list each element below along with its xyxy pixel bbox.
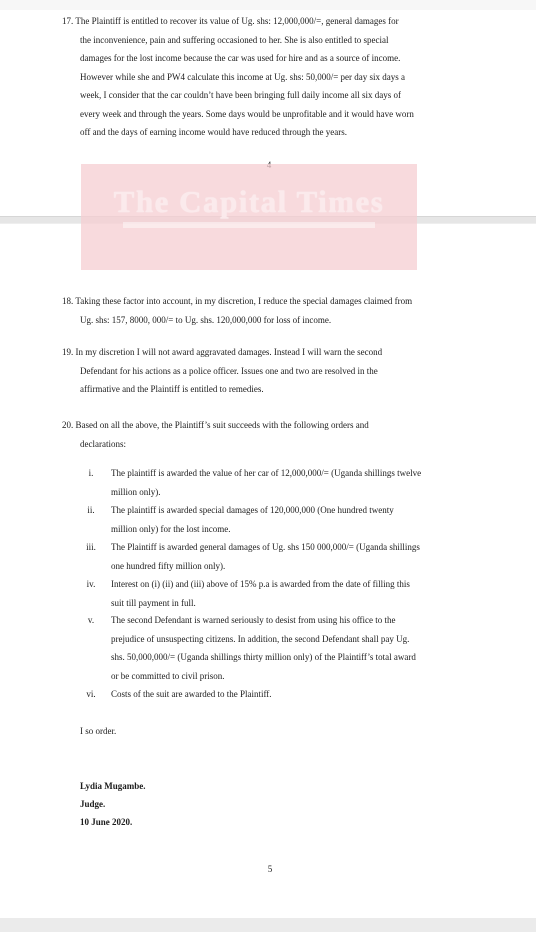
order-line: suit till payment in full. (111, 597, 196, 608)
paragraph-17-line: every week and through the years. Some days would be unprofitable and it would have worn (80, 108, 414, 119)
order-line: prejudice of unsuspecting citizens. In addition, the second Defendant shall pay Ug. (111, 633, 410, 644)
page-number: 5 (267, 864, 273, 874)
watermark-logo (81, 164, 417, 270)
order-number: iv. (86, 579, 96, 589)
paragraph-17-line: 17. The Plaintiff is entitled to recover its value of Ug. shs: 12,000,000/=, general damages for (62, 16, 399, 26)
order-item (80, 611, 478, 685)
order-number: i. (88, 468, 94, 478)
order-line: million only). (111, 486, 161, 497)
order-line: one hundred fifty million only). (111, 560, 226, 571)
paragraph-17-line: the inconvenience, pain and suffering occasioned to her. She is also entitled to special (80, 34, 389, 45)
watermark-tagline-strip (123, 222, 375, 228)
order-item (80, 464, 478, 501)
order-number: v. (87, 615, 95, 625)
order-number: iii. (86, 542, 96, 552)
closing-statement: I so order. (80, 726, 117, 736)
paragraph-17-line: damages for the lost income because the car was used for hire and as a source of income. (80, 53, 401, 63)
order-line: million only) for the lost income. (111, 523, 231, 534)
paragraph-17-line: However while she and PW4 calculate this income at Ug. shs: 50,000/= per day six days a (80, 71, 405, 82)
paragraph-18-line: 18. Taking these factor into account, in my discretion, I reduce the special damages claimed from (62, 296, 413, 306)
order-line: The plaintiff is awarded special damages of 120,000,000 (One hundred twenty (111, 505, 394, 515)
viewer-bottom-bar (0, 918, 536, 932)
order-line: shs. 50,000,000/= (Uganda shillings thirty million only) of the Plaintiff’s total award (111, 652, 416, 662)
order-text (111, 685, 478, 704)
paragraph-18 (62, 292, 478, 329)
order-line: Costs of the suit are awarded to the Plaintiff. (111, 689, 272, 699)
previous-page-edge (0, 0, 536, 10)
paragraph-20 (62, 416, 478, 453)
order-line: The plaintiff is awarded the value of her car of 12,000,000/= (Uganda shillings twelve (111, 468, 422, 478)
order-item (80, 575, 478, 612)
order-text (111, 464, 478, 501)
judgment-date: 10 June 2020. (80, 817, 133, 827)
order-number: ii. (87, 505, 95, 515)
paragraph-18-line: Ug. shs: 157, 8000, 000/= to Ug. shs. 120,000,000 for loss of income. (80, 314, 332, 325)
paragraph-17-line: off and the days of earning income would have reduced through the years. (80, 127, 347, 137)
paragraph-17-line: week, I consider that the car couldn’t have been bringing full daily income all six days of (80, 90, 401, 100)
watermark-title: The Capital Times (113, 184, 385, 219)
paragraph-19 (62, 343, 478, 399)
paragraph-19-line: Defendant for his actions as a police officer. Issues one and two are resolved in the (80, 365, 378, 376)
order-item (80, 685, 478, 704)
order-text (111, 501, 478, 538)
judge-name: Lydia Mugambe. (80, 781, 146, 791)
order-line: The Plaintiff is awarded general damages of Ug. shs 150 000,000/= (Uganda shillings (111, 542, 420, 552)
order-text (111, 538, 478, 575)
order-line: or be committed to civil prison. (111, 670, 225, 681)
judge-title: Judge. (80, 799, 106, 809)
paragraph-20-line: declarations: (80, 438, 126, 449)
paragraph-20-line: 20. Based on all the above, the Plaintiff’s suit succeeds with the following orders and (62, 420, 369, 430)
order-item (80, 501, 478, 538)
order-text (111, 611, 478, 685)
paragraph-17 (62, 12, 478, 142)
order-line: Interest on (i) (ii) and (iii) above of 15% p.a is awarded from the date of filling this (111, 579, 410, 589)
order-number: vi. (86, 689, 96, 699)
signature-block (80, 777, 146, 831)
paragraph-19-line: 19. In my discretion I will not award aggravated damages. Instead I will warn the second (62, 347, 383, 357)
order-item (80, 538, 478, 575)
order-line: The second Defendant is warned seriously to desist from using his office to the (111, 615, 396, 625)
paragraph-19-line: affirmative and the Plaintiff is entitled to remedies. (80, 384, 264, 394)
order-text (111, 575, 478, 612)
